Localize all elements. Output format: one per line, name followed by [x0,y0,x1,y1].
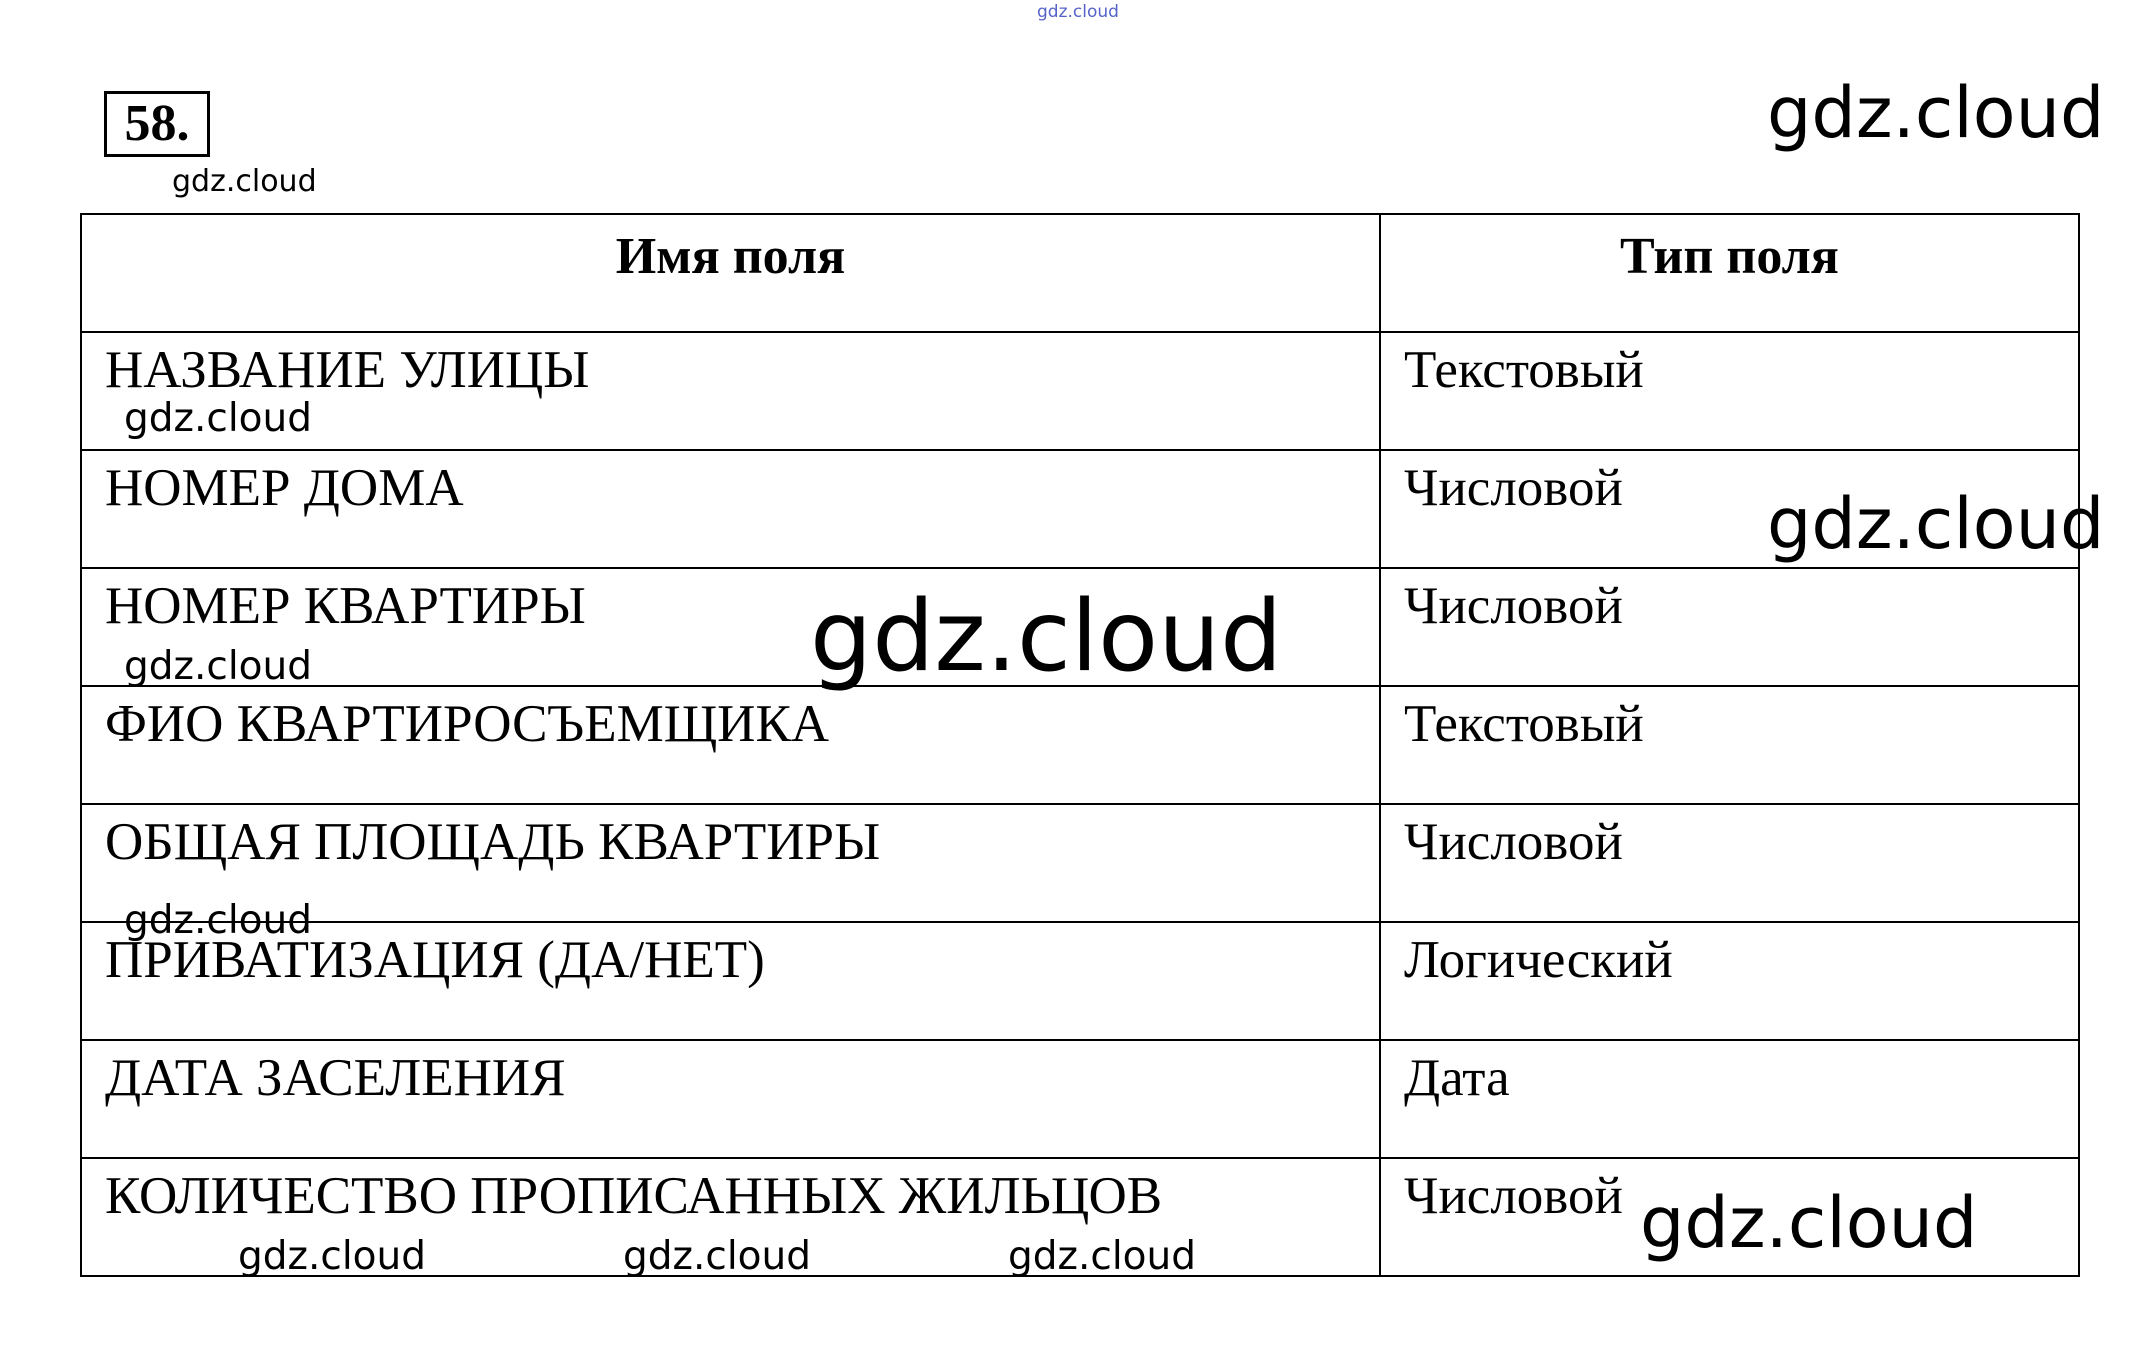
watermark-row-2-right: gdz.cloud [1767,483,2105,565]
header-field-name: Имя поля [81,214,1380,332]
table-row [81,922,2079,1040]
field-type-cell: Числовой [1380,450,2079,568]
field-type-cell: Дата [1380,1040,2079,1158]
field-name-cell: НАЗВАНИЕ УЛИЦЫ [81,332,1380,450]
table-row [81,804,2079,922]
watermark-row-8-b: gdz.cloud [623,1234,811,1279]
table-header-row [81,214,2079,332]
field-name-cell: НОМЕР ДОМА [81,450,1380,568]
watermark-center: gdz.cloud [810,580,1283,694]
header-field-type: Тип поля [1380,214,2079,332]
watermark-row-8-c: gdz.cloud [1008,1234,1196,1279]
watermark-top: gdz.cloud [1037,2,1119,22]
problem-number: 58. [104,91,210,157]
watermark-row-1: gdz.cloud [124,396,312,441]
field-name-cell: ПРИВАТИЗАЦИЯ (ДА/НЕТ) [81,922,1380,1040]
field-name-cell: ДАТА ЗАСЕЛЕНИЯ [81,1040,1380,1158]
field-type-cell: Числовой [1380,568,2079,686]
watermark-row-8-a: gdz.cloud [238,1234,426,1279]
watermark-row-5: gdz.cloud [124,898,312,943]
field-type-cell: Текстовый [1380,686,2079,804]
field-name-cell: ОБЩАЯ ПЛОЩАДЬ КВАРТИРЫ [81,804,1380,922]
field-name-cell: ФИО КВАРТИРОСЪЕМЩИКА [81,686,1380,804]
field-type-cell: Логический [1380,922,2079,1040]
field-type-cell: Числовой [1380,1158,2079,1276]
watermark-top-right: gdz.cloud [1767,72,2105,154]
fields-table [80,213,2080,1277]
watermark-row-3: gdz.cloud [124,644,312,689]
table-row [81,1040,2079,1158]
table-row [81,686,2079,804]
field-name-cell: НОМЕР КВАРТИРЫ [81,568,1380,686]
watermark-under-number: gdz.cloud [172,164,317,199]
table-row [81,332,2079,450]
watermark-row-8-right: gdz.cloud [1640,1182,1978,1264]
field-name-cell: КОЛИЧЕСТВО ПРОПИСАННЫХ ЖИЛЬЦОВ [81,1158,1380,1276]
field-type-cell: Числовой [1380,804,2079,922]
field-type-cell: Текстовый [1380,332,2079,450]
